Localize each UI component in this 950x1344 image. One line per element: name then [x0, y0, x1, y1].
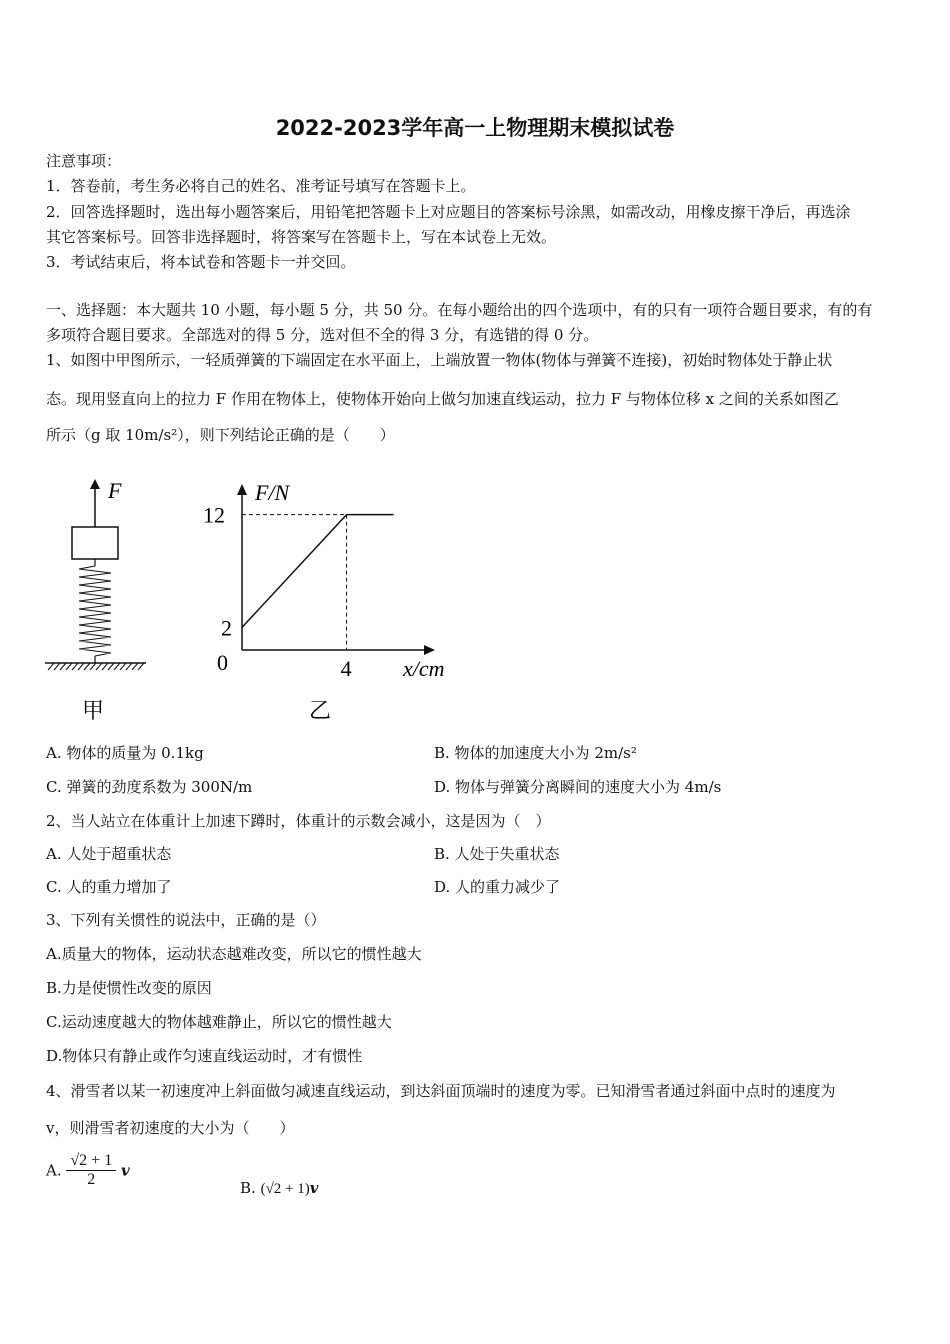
series-line [242, 515, 394, 628]
question-1-option-d[interactable]: D. 物体与弹簧分离瞬间的速度大小为 4m/s [434, 778, 722, 796]
option-a-variable: v [120, 1161, 130, 1180]
y-axis-arrow [237, 484, 247, 495]
block [72, 527, 118, 559]
question-3-option-d[interactable]: D.物体只有静止或作匀速直线运动时，才有惯性 [46, 1047, 363, 1065]
option-a-fraction [66, 1152, 116, 1189]
x-axis-label: x/cm [403, 656, 445, 681]
question-1-option-a[interactable]: A. 物体的质量为 0.1kg [46, 744, 204, 762]
question-4-line-2: v，则滑雪者初速度的大小为（ ） [46, 1119, 295, 1137]
question-2-option-b[interactable]: B. 人处于失重状态 [434, 845, 560, 863]
question-2-option-a[interactable]: A. 人处于超重状态 [46, 845, 172, 863]
section-instructions-line-2: 多项符合题目要求。全部选对的得 5 分，选对但不全的得 3 分，有选错的得 0 分。 [46, 326, 599, 344]
option-a-numerator: √2 + 1 [66, 1152, 116, 1171]
question-2-option-d[interactable]: D. 人的重力减少了 [434, 878, 561, 896]
option-b-label: B. [240, 1179, 256, 1197]
force-label: F [108, 478, 122, 503]
option-a-label: A. [46, 1161, 62, 1180]
x-axis-arrow [424, 645, 435, 655]
notice-item-3: 3．考试结束后，将本试卷和答题卡一并交回。 [46, 253, 356, 271]
question-1-line-3: 所示（g 取 10m/s²），则下列结论正确的是（ ） [46, 426, 395, 444]
figure-spring-diagram [40, 470, 160, 730]
question-2-stem: 2、当人站立在体重计上加速下蹲时，体重计的示数会减小，这是因为（ ） [46, 812, 551, 830]
question-3-option-a[interactable]: A.质量大的物体，运动状态越难改变，所以它的惯性越大 [46, 945, 422, 963]
caption-right: 乙 [309, 699, 332, 724]
question-4-line-1: 4、滑雪者以某一初速度冲上斜面做匀减速直线运动，到达斜面顶端时的速度为零。已知滑雪者通过斜面中点时的速度为 [46, 1082, 836, 1100]
option-b-expression: (√2 + 1) [260, 1181, 310, 1197]
figure-force-displacement-chart [195, 470, 475, 730]
notice-heading: 注意事项： [46, 152, 122, 170]
question-1-option-c[interactable]: C. 弹簧的劲度系数为 300N/m [46, 778, 253, 796]
option-b-variable: v [309, 1179, 319, 1197]
y-tick-label-2: 2 [221, 615, 232, 641]
notice-item-2-line-1: 2．回答选择题时，选出每小题答案后，用铅笔把答题卡上对应题目的答案标号涂黑，如需改动，用橡皮擦干净后，再选涂 [46, 203, 851, 221]
force-arrow-head [90, 479, 100, 489]
x-tick-label-4: 4 [340, 656, 352, 681]
section-instructions-line-1: 一、选择题：本大题共 10 小题，每小题 5 分，共 50 分。在每小题给出的四个选项中，有的只有一项符合题目要求，有的有 [46, 301, 873, 319]
question-1-option-b[interactable]: B. 物体的加速度大小为 2m/s² [434, 744, 637, 762]
question-2-option-c[interactable]: C. 人的重力增加了 [46, 878, 172, 896]
notice-item-1: 1．答卷前，考生务必将自己的姓名、准考证号填写在答题卡上。 [46, 177, 476, 195]
ground-hatching [48, 663, 144, 670]
option-a-denominator: 2 [87, 1171, 96, 1188]
question-4-option-a[interactable] [46, 1152, 130, 1189]
spring-coil [79, 566, 111, 656]
origin-label: 0 [217, 650, 228, 675]
notice-item-2-line-2: 其它答案标号。回答非选择题时，将答案写在答题卡上，写在本试卷上无效。 [46, 228, 557, 246]
page-title: 2022-2023学年高一上物理期末模拟试卷 [275, 116, 675, 140]
question-3-option-b[interactable]: B.力是使惯性改变的原因 [46, 979, 212, 997]
question-4-option-b[interactable] [240, 1178, 318, 1199]
caption-left: 甲 [82, 699, 105, 724]
question-3-option-c[interactable]: C.运动速度越大的物体越难静止，所以它的惯性越大 [46, 1013, 392, 1031]
question-1-line-2: 态。现用竖直向上的拉力 F 作用在物体上，使物体开始向上做匀加速直线运动，拉力 F 与物体位移 x 之间的关系如图乙 [46, 390, 839, 408]
y-axis-label: F/N [255, 480, 290, 505]
question-1-line-1: 1、如图中甲图所示，一轻质弹簧的下端固定在水平面上，上端放置一物体(物体与弹簧不连接)，初始时物体处于静止状 [46, 351, 833, 369]
y-tick-label-12: 12 [203, 502, 225, 528]
question-3-stem: 3、下列有关惯性的说法中，正确的是（） [46, 911, 326, 929]
